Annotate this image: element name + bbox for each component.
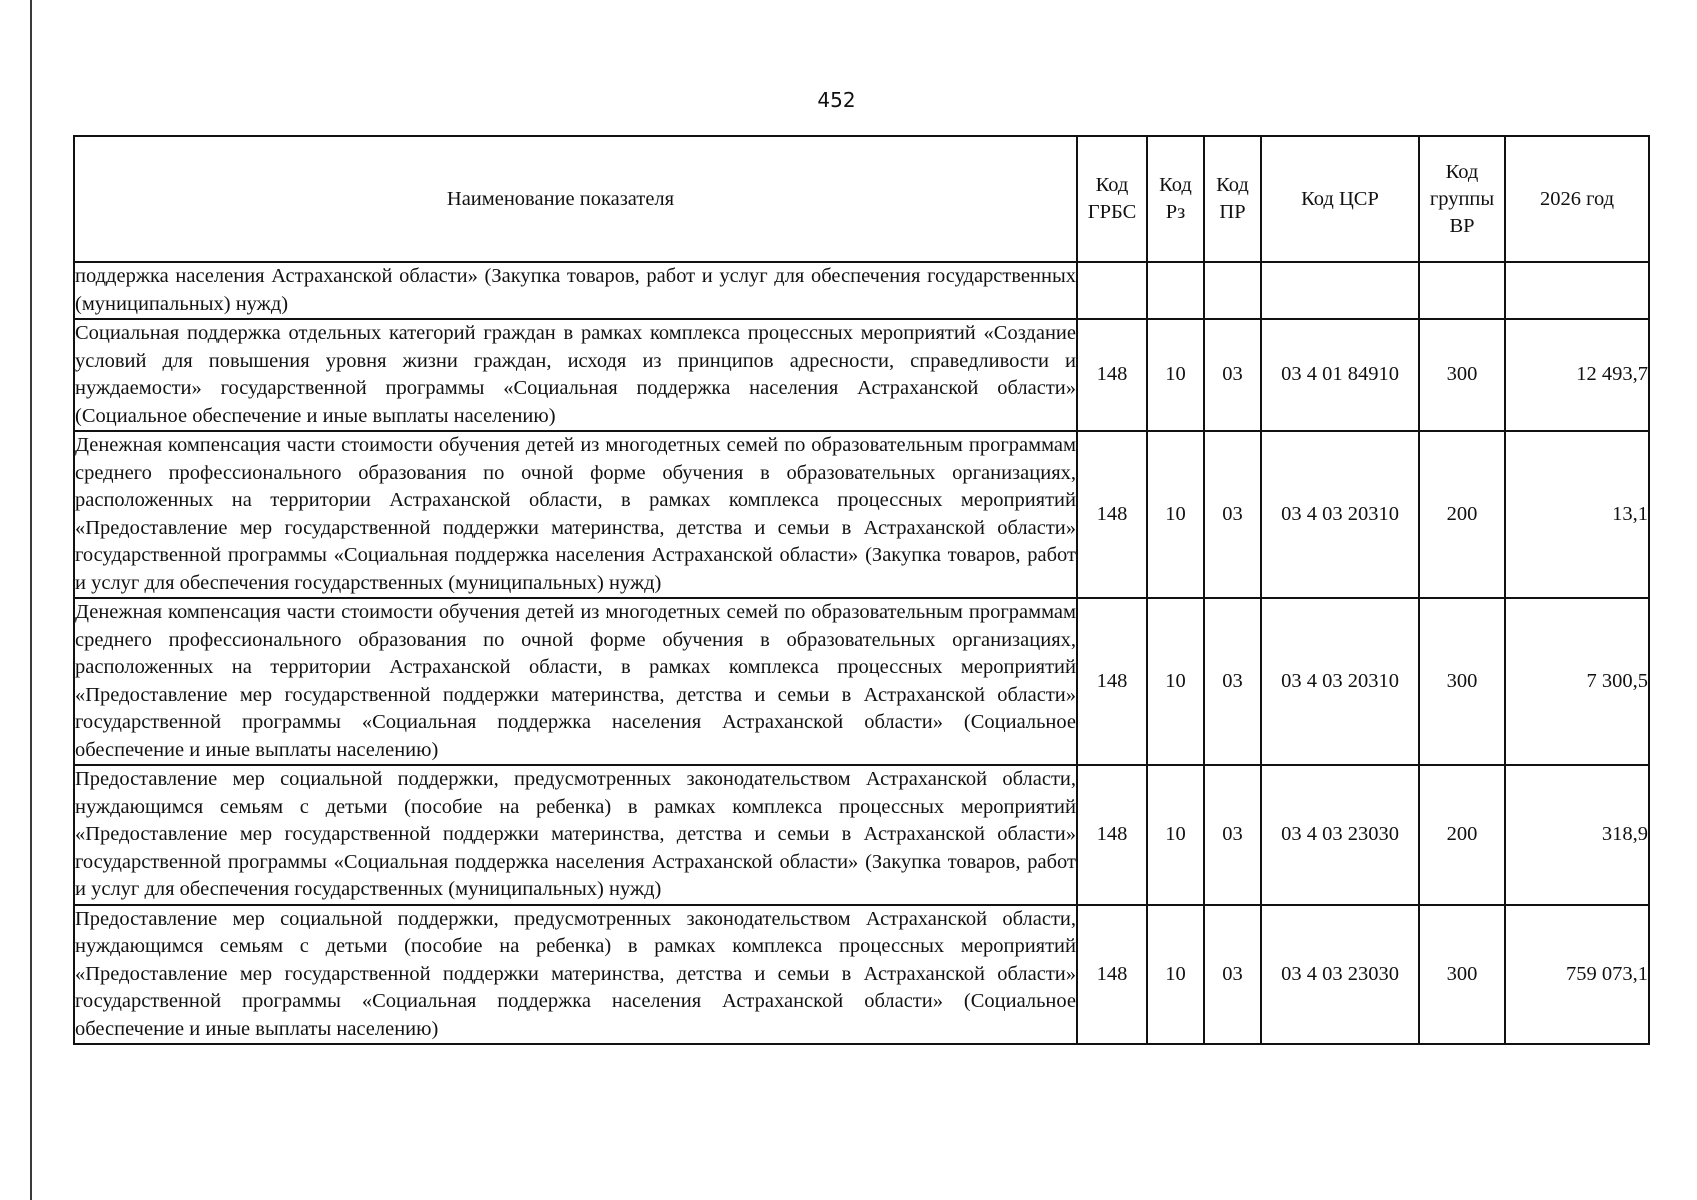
header-grbs: Код ГРБС [1077,136,1147,262]
header-vr: Код группы ВР [1419,136,1505,262]
row-rz [1147,262,1204,319]
row-vr: 200 [1419,431,1505,598]
row-name: Социальная поддержка отдельных категорий граждан в рамках комплекса процессных мероприятий «Создание условий для повышения уровня жизни граждан, исходя из принципов адресности, справедливости и нуждаемости» государственной программы «Социальная поддержка населения Астраханской области» (Социальное обеспечение и иные выплаты населению) [74,319,1077,431]
row-name: Денежная компенсация части стоимости обучения детей из многодетных семей по образовательным программам среднего профессионального образования по очной форме обучения в образовательных организациях, расположенных на территории Астраханской области, в рамках комплекса процессных мероприятий «Предоставление мер государственной поддержки материнства, детства и семьи в Астраханской области» государственной программы «Социальная поддержка населения Астраханской области» (Закупка товаров, работ и услуг для обеспечения государственных (муниципальных) нужд) [74,431,1077,598]
row-pr: 03 [1204,905,1261,1045]
row-csr: 03 4 01 84910 [1261,319,1419,431]
row-rz: 10 [1147,431,1204,598]
row-grbs: 148 [1077,319,1147,431]
table-body [74,262,1649,1044]
row-csr: 03 4 03 23030 [1261,905,1419,1045]
row-pr [1204,262,1261,319]
row-csr [1261,262,1419,319]
row-pr: 03 [1204,765,1261,905]
row-name: поддержка населения Астраханской области» (Закупка товаров, работ и услуг для обеспечения государственных (муниципальных) нужд) [74,262,1077,319]
row-name: Предоставление мер социальной поддержки, предусмотренных законодательством Астраханской области, нуждающимся семьям с детьми (пособие на ребенка) в рамках комплекса процессных мероприятий «Предоставление мер государственной поддержки материнства, детства и семьи в Астраханской области» государственной программы «Социальная поддержка населения Астраханской области» (Социальное обеспечение и иные выплаты населению) [74,905,1077,1045]
row-pr: 03 [1204,319,1261,431]
row-vr: 300 [1419,319,1505,431]
row-grbs [1077,262,1147,319]
table-row [74,765,1649,905]
budget-table [73,135,1650,1045]
header-csr: Код ЦСР [1261,136,1419,262]
table-row [74,598,1649,765]
row-amount: 12 493,7 [1505,319,1649,431]
row-csr: 03 4 03 23030 [1261,765,1419,905]
row-vr [1419,262,1505,319]
header-name: Наименование показателя [74,136,1077,262]
row-grbs: 148 [1077,765,1147,905]
row-pr: 03 [1204,431,1261,598]
row-rz: 10 [1147,765,1204,905]
row-amount: 318,9 [1505,765,1649,905]
header-row [74,136,1649,262]
row-amount: 759 073,1 [1505,905,1649,1045]
row-rz: 10 [1147,319,1204,431]
header-pr: Код ПР [1204,136,1261,262]
row-name: Предоставление мер социальной поддержки, предусмотренных законодательством Астраханской области, нуждающимся семьям с детьми (пособие на ребенка) в рамках комплекса процессных мероприятий «Предоставление мер государственной поддержки материнства, детства и семьи в Астраханской области» государственной программы «Социальная поддержка населения Астраханской области» (Закупка товаров, работ и услуг для обеспечения государственных (муниципальных) нужд) [74,765,1077,905]
row-csr: 03 4 03 20310 [1261,431,1419,598]
row-vr: 200 [1419,765,1505,905]
header-year: 2026 год [1505,136,1649,262]
row-name: Денежная компенсация части стоимости обучения детей из многодетных семей по образовательным программам среднего профессионального образования по очной форме обучения в образовательных организациях, расположенных на территории Астраханской области, в рамках комплекса процессных мероприятий «Предоставление мер государственной поддержки материнства, детства и семьи в Астраханской области» государственной программы «Социальная поддержка населения Астраханской области» (Социальное обеспечение и иные выплаты населению) [74,598,1077,765]
row-amount [1505,262,1649,319]
row-rz: 10 [1147,598,1204,765]
row-vr: 300 [1419,905,1505,1045]
row-pr: 03 [1204,598,1261,765]
row-amount: 7 300,5 [1505,598,1649,765]
header-rz: Код Рз [1147,136,1204,262]
row-rz: 10 [1147,905,1204,1045]
table-header [74,136,1649,262]
row-vr: 300 [1419,598,1505,765]
page-binding-line [30,0,32,1200]
row-grbs: 148 [1077,431,1147,598]
table-row [74,431,1649,598]
page-number: 452 [817,88,856,112]
table-row [74,905,1649,1045]
row-grbs: 148 [1077,905,1147,1045]
row-csr: 03 4 03 20310 [1261,598,1419,765]
row-grbs: 148 [1077,598,1147,765]
table-row [74,262,1649,319]
table-row [74,319,1649,431]
row-amount: 13,1 [1505,431,1649,598]
